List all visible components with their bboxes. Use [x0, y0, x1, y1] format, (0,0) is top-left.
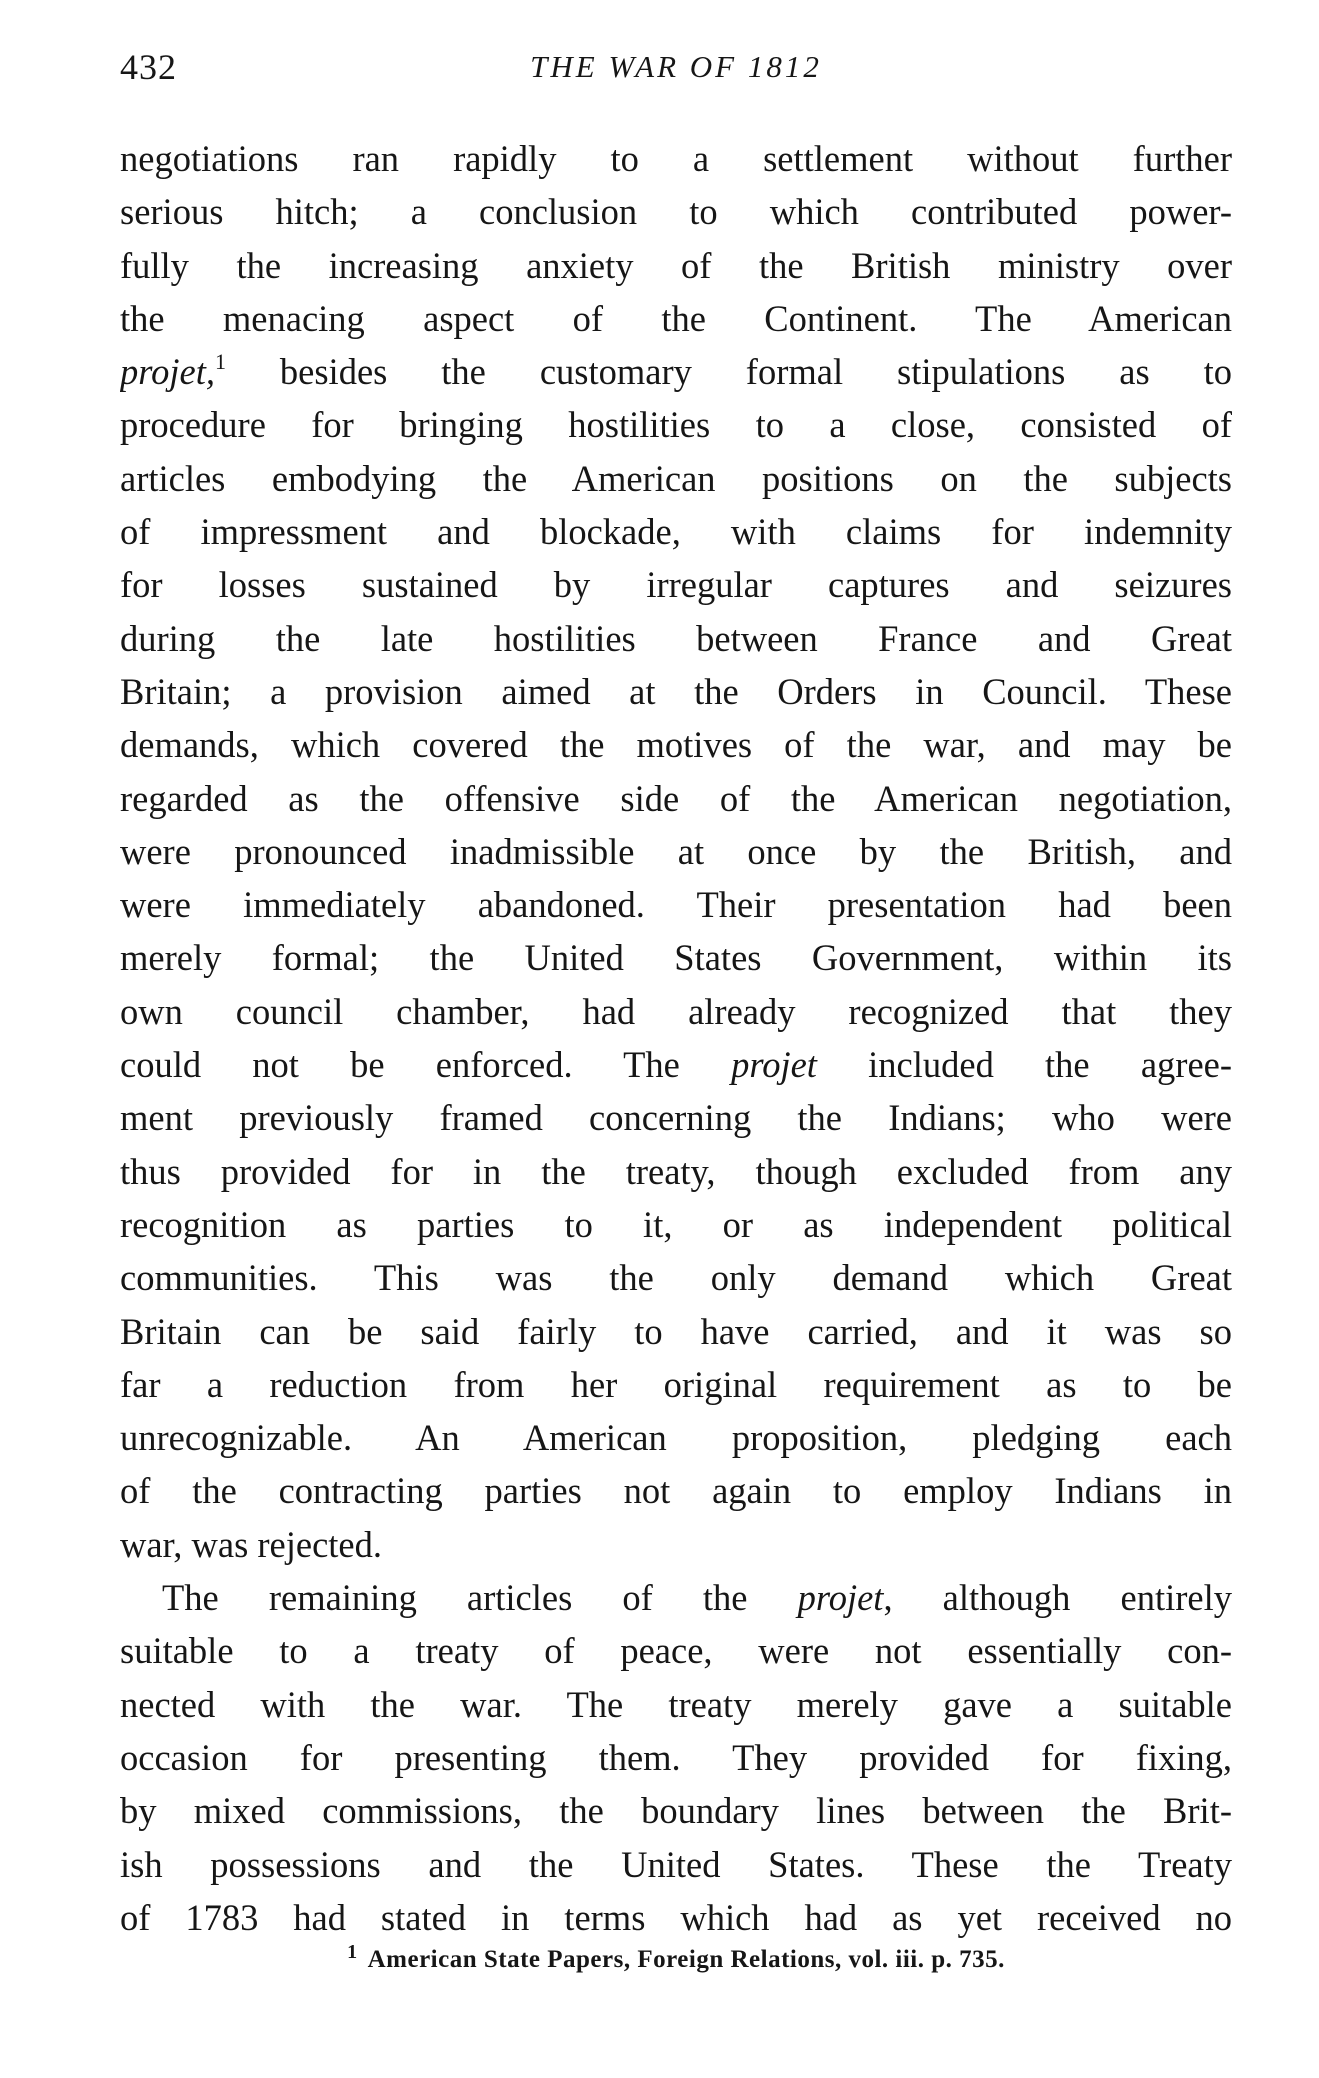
text-line: were pronounced inadmissible at once by the British, and [120, 830, 1232, 872]
text-line: the menacing aspect of the Continent. The American [120, 297, 1232, 339]
text-line: communities. This was the only demand which Great [120, 1257, 1232, 1299]
text-line: merely formal; the United States Government, within its [120, 937, 1232, 979]
text-line: demands, which covered the motives of the war, and may be [120, 724, 1232, 766]
text-line: of impressment and blockade, with claims for indemnity [120, 511, 1232, 553]
text-line: ment previously framed concerning the Indians; who were [120, 1097, 1232, 1139]
text-line: serious hitch; a conclusion to which contributed power- [120, 191, 1232, 233]
text-line [120, 345, 1232, 398]
text-line: suitable to a treaty of peace, were not essentially con- [120, 1630, 1232, 1672]
footnote [120, 1932, 1232, 1980]
page-header [120, 42, 1232, 92]
text-line: during the late hostilities between France and Great [120, 617, 1232, 659]
text-line: regarded as the offensive side of the American negotiation, [120, 777, 1232, 819]
text-line: recognition as parties to it, or as independent political [120, 1203, 1232, 1245]
text-line: procedure for bringing hostilities to a close, consisted of [120, 404, 1232, 446]
text-line: own council chamber, had already recognized that they [120, 990, 1232, 1032]
text-line: far a reduction from her original requirement as to be [120, 1363, 1232, 1405]
text-line: articles embodying the American positions on the subjects [120, 457, 1232, 499]
text-segment: could not be enforced. The [120, 1044, 732, 1086]
text-line: ish possessions and the United States. These the Treaty [120, 1843, 1232, 1885]
body-text [120, 132, 1232, 1944]
italic-word: projet [731, 1044, 817, 1086]
text-line: occasion for presenting them. They provided for fixing, [120, 1736, 1232, 1778]
running-title: THE WAR OF 1812 [530, 49, 822, 84]
text-line [120, 1571, 1232, 1624]
text-segment: included the agree- [816, 1044, 1232, 1086]
text-segment: besides the customary formal stipulations as to [225, 351, 1232, 393]
text-line: unrecognizable. An American proposition, pledging each [120, 1417, 1232, 1459]
italic-word: projet [797, 1577, 884, 1619]
text-segment: , although entirely [883, 1577, 1232, 1619]
text-line: fully the increasing anxiety of the British ministry over [120, 244, 1232, 286]
italic-word: projet, [120, 351, 215, 393]
text-line: of the contracting parties not again to employ Indians in [120, 1470, 1232, 1512]
text-line: by mixed commissions, the boundary lines between the Brit- [120, 1790, 1232, 1832]
text-line: were immediately abandoned. Their presentation had been [120, 884, 1232, 926]
text-segment: The remaining articles of the [162, 1577, 798, 1619]
text-line [120, 1038, 1232, 1091]
text-line: nected with the war. The treaty merely gave a suitable [120, 1683, 1232, 1725]
text-line: of 1783 had stated in terms which had as yet received no [120, 1896, 1232, 1938]
text-line: thus provided for in the treaty, though excluded from any [120, 1150, 1232, 1192]
footnote-reference: 1 [214, 349, 226, 375]
text-line: for losses sustained by irregular captures and seizures [120, 564, 1232, 606]
footnote-number: 1 [347, 1941, 358, 1963]
text-line: war, was rejected. [120, 1523, 383, 1565]
text-line: Britain; a provision aimed at the Orders in Council. These [120, 670, 1232, 712]
page-number: 432 [120, 47, 177, 87]
text-line: negotiations ran rapidly to a settlement without further [120, 138, 1232, 179]
footnote-text: American State Papers, Foreign Relations, vol. iii. p. 735. [367, 1946, 1005, 1973]
text-line: Britain can be said fairly to have carried, and it was so [120, 1310, 1232, 1352]
